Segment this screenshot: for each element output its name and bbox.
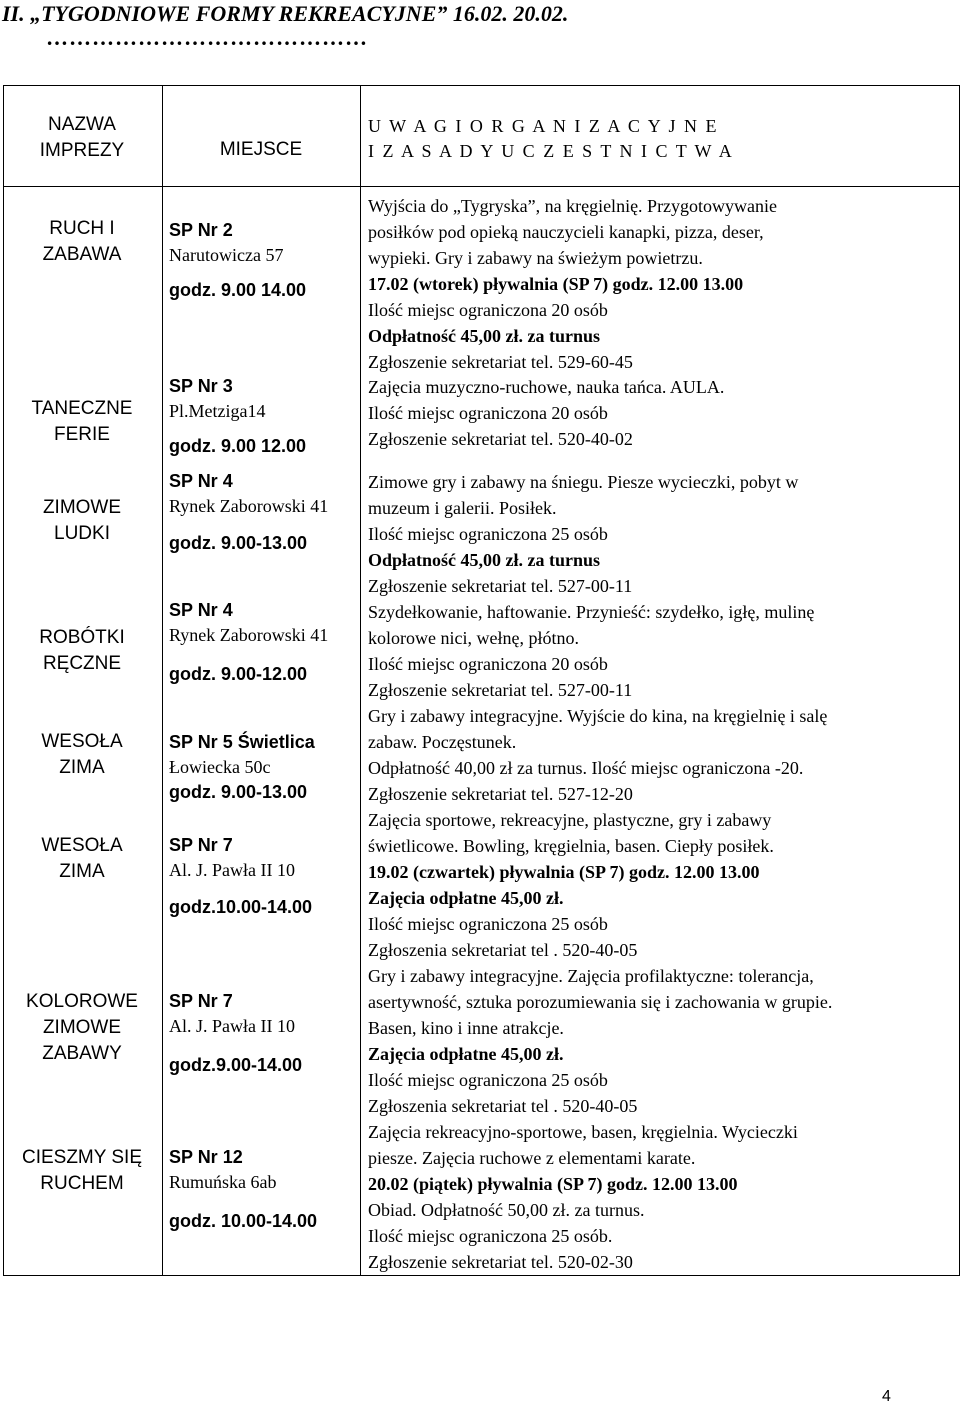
- place-cell: SP Nr 5 Świetlica Łowiecka 50c godz. 9.00-13.00: [169, 732, 315, 802]
- header-divider: [3, 186, 959, 187]
- notes-cell: Szydełkowanie, haftowanie. Przynieść: szydełko, igłę, mulinę kolorowe nici, wełnę, płótno. Ilość miejsc ograniczona 20 osób Zgłoszenie sekretariat tel. 527-00-11: [368, 602, 815, 700]
- notes-cell: Zajęcia muzyczno-ruchowe, nauka tańca. AULA. Ilość miejsc ograniczona 20 osób Zgłoszenie sekretariat tel. 520-40-02: [368, 377, 725, 449]
- notes-cell: Wyjścia do „Tygryska”, na kręgielnię. Przygotowywanie posiłków pod opieką nauczycieli kanapki, pizza, deser, wypieki. Gry i zabawy na świeżym powietrzu. 17.02 (wtorek) pływalnia (SP 7) godz. 12.00 13.00 Ilość miejsc ograniczona 20 osób Odpłatność 45,00 zł. za turnus Zgłoszenie sekretariat tel. 529-60-45: [368, 196, 778, 372]
- column-divider: [360, 85, 361, 1275]
- event-name: WESOŁA ZIMA: [41, 731, 123, 778]
- section-title: II. „TYGODNIOWE FORMY REKREACYJNE” 16.02. 20.02.: [2, 1, 569, 26]
- header-notes: U W A G I O R G A N I Z A C Y J N E I Z A S A D Y U C Z E S T N I C T W A: [368, 116, 734, 161]
- place-cell: SP Nr 3 Pl.Metziga14 godz. 9.00 12.00: [169, 376, 307, 456]
- place-cell: SP Nr 12 Rumuńska 6ab godz. 10.00-14.00: [169, 1147, 318, 1231]
- event-name: RUCH I ZABAWA: [42, 218, 122, 265]
- event-name: ZIMOWE LUDKI: [42, 497, 122, 544]
- event-name: ROBÓTKI RĘCZNE: [39, 627, 125, 674]
- event-name: KOLOROWE ZIMOWE ZABAWY: [26, 991, 138, 1064]
- notes-cell: Zajęcia rekreacyjno-sportowe, basen, kręgielnia. Wycieczki piesze. Zajęcia ruchowe z elementami karate. 20.02 (piątek) pływalnia (SP 7) godz. 12.00 13.00 Obiad. Odpłatność 50,00 zł. za turnus. Ilość miejsc ograniczona 25 osób. Zgłoszenie sekretariat tel. 520-02-30: [368, 1122, 798, 1272]
- place-cell: SP Nr 4 Rynek Zaborowski 41 godz. 9.00-13.00: [169, 471, 329, 553]
- place-cell: SP Nr 7 Al. J. Pawła II 10 godz.10.00-14.00: [169, 835, 313, 917]
- event-name: WESOŁA ZIMA: [41, 835, 123, 882]
- event-name: CIESZMY SIĘ RUCHEM: [21, 1147, 142, 1194]
- header-event: NAZWA IMPREZY: [39, 114, 125, 161]
- header-place: MIEJSCE: [219, 139, 303, 160]
- notes-cell: Gry i zabawy integracyjne. Wyjście do kina, na kręgielnię i salę zabaw. Poczęstunek. Odpłatność 40,00 zł za turnus. Ilość miejsc ograniczona -20. Zgłoszenie sekretariat tel. 527-12-20: [368, 706, 828, 804]
- place-cell: SP Nr 7 Al. J. Pawła II 10 godz.9.00-14.00: [169, 991, 303, 1075]
- column-divider: [162, 85, 163, 1275]
- place-cell: SP Nr 4 Rynek Zaborowski 41 godz. 9.00-12.00: [169, 600, 329, 684]
- notes-cell: Zajęcia sportowe, rekreacyjne, plastyczne, gry i zabawy świetlicowe. Bowling, kręgielnia, basen. Ciepły posiłek. 19.02 (czwartek) pływalnia (SP 7) godz. 12.00 13.00 Zajęcia odpłatne 45,00 zł. Ilość miejsc ograniczona 25 osób Zgłoszenia sekretariat tel . 520-40-05: [368, 810, 774, 960]
- event-name: TANECZNE FERIE: [31, 398, 133, 445]
- notes-cell: Gry i zabawy integracyjne. Zajęcia profilaktyczne: tolerancja, asertywność, sztuka porozumiewania się i zachowania w grupie. Basen, kino i inne atrakcje. Zajęcia odpłatne 45,00 zł. Ilość miejsc ograniczona 25 osób Zgłoszenia sekretariat tel . 520-40-05: [368, 966, 833, 1116]
- dotted-line: ……………………………………: [46, 25, 368, 50]
- notes-cell: Zimowe gry i zabawy na śniegu. Piesze wycieczki, pobyt w muzeum i galerii. Posiłek. Ilość miejsc ograniczona 25 osób Odpłatność 45,00 zł. za turnus Zgłoszenie sekretariat tel. 527-00-11: [368, 472, 799, 596]
- place-cell: SP Nr 2 Narutowicza 57 godz. 9.00 14.00: [169, 220, 307, 300]
- page-number: 4: [882, 1388, 891, 1405]
